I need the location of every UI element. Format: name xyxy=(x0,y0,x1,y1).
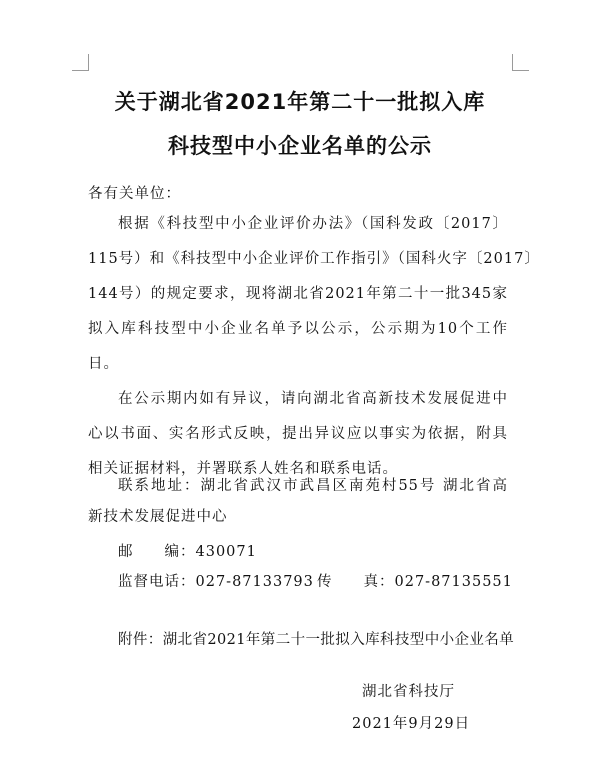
page-corner-mark-top-left xyxy=(72,54,89,71)
paragraph-1-line-5: 日。 xyxy=(88,356,119,372)
paragraph-1-line-3: 144号）的规定要求，现将湖北省2021年第二十一批345家 xyxy=(88,286,508,302)
signer: 湖北省科技厅 xyxy=(362,684,455,700)
postcode-row xyxy=(118,540,257,561)
fax-label: 传 真： xyxy=(317,574,395,590)
document-date: 2021年9月29日 xyxy=(352,716,471,732)
address-line-1: 联系地址：湖北省武汉市武昌区南苑村55号 湖北省高 xyxy=(118,478,508,494)
address-line-2: 新技术发展促进中心 xyxy=(88,509,228,525)
paragraph-2-line-3: 相关证据材料，并署联系人姓名和联系电话。 xyxy=(88,461,398,477)
document-title-line-2: 科技型中小企业名单的公示 xyxy=(168,134,432,158)
phone-label: 监督电话： xyxy=(118,574,196,590)
fax-row xyxy=(317,570,513,591)
postcode-value: 430071 xyxy=(195,544,257,560)
fax-value: 027-87135551 xyxy=(394,574,513,590)
postcode-label: 邮 编： xyxy=(118,544,196,560)
page-corner-mark-top-right xyxy=(512,54,529,71)
salutation: 各有关单位： xyxy=(88,186,181,202)
paragraph-1-line-2: 115号）和《科技型中小企业评价工作指引》（国科火字〔2017〕 xyxy=(88,251,540,267)
phone-row xyxy=(118,570,314,591)
paragraph-1-line-1: 根据《科技型中小企业评价办法》（国科发政〔2017〕 xyxy=(118,216,508,232)
phone-value: 027-87133793 xyxy=(195,574,314,590)
paragraph-2-line-1: 在公示期内如有异议，请向湖北省高新技术发展促进中 xyxy=(118,391,508,407)
attachment-note: 附件：湖北省2021年第二十一批拟入库科技型中小企业名单 xyxy=(118,632,515,648)
paragraph-1-line-4: 拟入库科技型中小企业名单予以公示，公示期为10个工作 xyxy=(88,321,508,337)
paragraph-2-line-2: 心以书面、实名形式反映，提出异议应以事实为依据，附具 xyxy=(88,426,508,442)
document-title-line-1: 关于湖北省2021年第二十一批拟入库 xyxy=(114,90,486,114)
